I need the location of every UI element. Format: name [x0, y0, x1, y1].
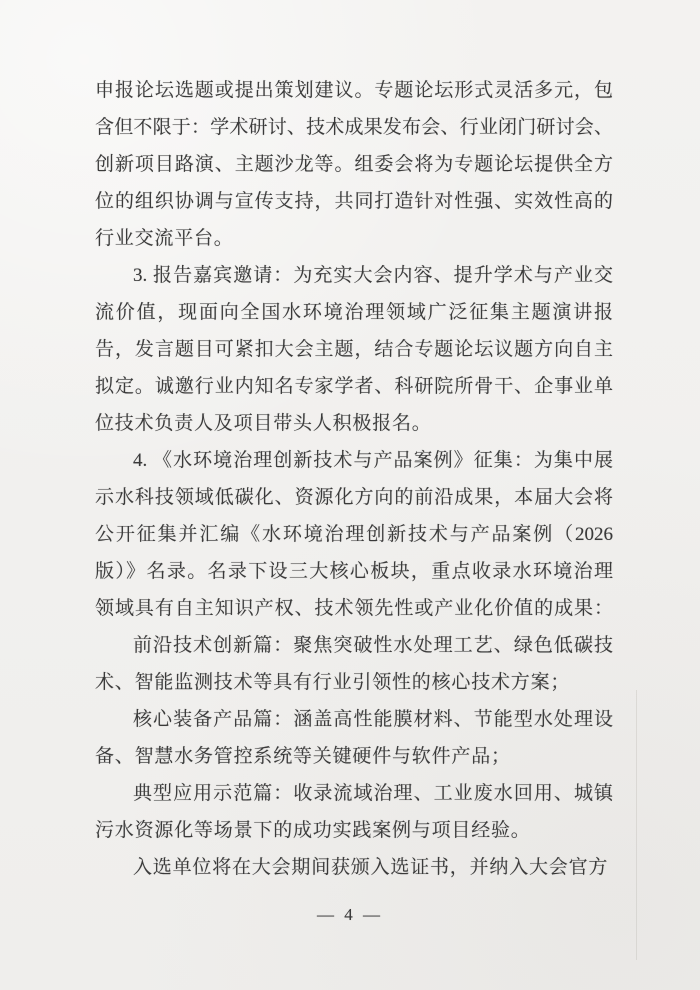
text-line: 前沿技术创新篇：聚焦突破性水处理工艺、绿色低碳技 — [133, 635, 613, 656]
text-line: 版）》名录。名录下设三大核心板块，重点收录水环境治理 — [95, 561, 613, 582]
text-line: 申报论坛选题或提出策划建议。专题论坛形式灵活多元，包 — [95, 80, 613, 101]
text-line: 污水资源化等场景下的成功实践案例与项目经验。 — [95, 820, 531, 841]
text-line: 领域具有自主知识产权、技术领先性或产业化价值的成果： — [95, 598, 613, 619]
text-line: 位的组织协调与宣传支持，共同打造针对性强、实效性高的 — [95, 191, 613, 212]
document-body — [95, 72, 613, 886]
text-line: 入选单位将在大会期间获颁入选证书，并纳入大会官方 — [133, 857, 609, 878]
text-line: 告，发言题目可紧扣大会主题，结合专题论坛议题方向自主 — [95, 339, 613, 360]
page-number — [0, 903, 700, 927]
text-line: 创新项目路演、主题沙龙等。组委会将为专题论坛提供全方 — [95, 154, 613, 175]
text-line: 备、智慧水务管控系统等关键硬件与软件产品； — [95, 746, 511, 767]
page-number-label: — 4 — — [317, 905, 383, 924]
text-line: 示水科技领域低碳化、资源化方向的前沿成果，本届大会将 — [95, 487, 613, 508]
text-line: 流价值，现面向全国水环境治理领域广泛征集主题演讲报 — [95, 302, 613, 323]
text-line: 典型应用示范篇：收录流域治理、工业废水回用、城镇 — [133, 783, 613, 804]
text-line: 行业交流平台。 — [95, 228, 234, 249]
text-line: 含但不限于：学术研讨、技术成果发布会、行业闭门研讨会、 — [95, 117, 613, 138]
text-line: 拟定。诚邀行业内知名专家学者、科研院所骨干、企事业单 — [95, 376, 613, 397]
text-line: 核心装备产品篇：涵盖高性能膜材料、节能型水处理设 — [133, 709, 613, 730]
text-line: 位技术负责人及项目带头人积极报名。 — [95, 413, 432, 434]
text-line: 4. 《水环境治理创新技术与产品案例》征集：为集中展 — [133, 450, 613, 471]
text-line: 3. 报告嘉宾邀请：为充实大会内容、提升学术与产业交 — [133, 265, 613, 286]
text-line: 术、智能监测技术等具有行业引领性的核心技术方案； — [95, 672, 571, 693]
text-line: 公开征集并汇编《水环境治理创新技术与产品案例（2026 — [95, 524, 613, 545]
